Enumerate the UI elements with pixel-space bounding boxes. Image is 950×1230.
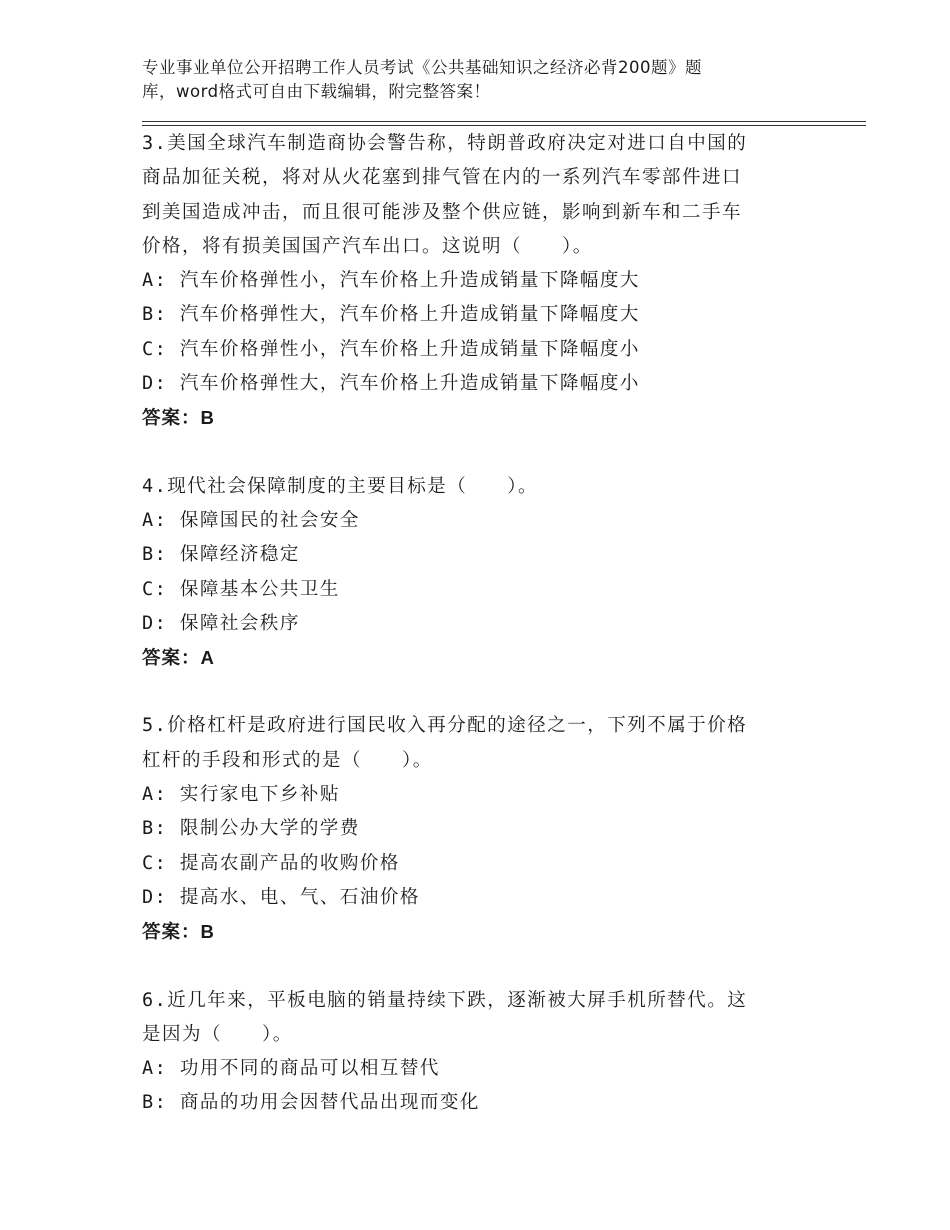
option-c: C: 提高农副产品的收购价格 xyxy=(142,852,400,874)
header-title-line-1: 专业事业单位公开招聘工作人员考试《公共基础知识之经济必背200题》题 xyxy=(142,58,702,77)
question-stem-line: 6.近几年来，平板电脑的销量持续下跌，逐渐被大屏手机所替代。这 xyxy=(142,989,748,1011)
option-b: B: 汽车价格弹性大，汽车价格上升造成销量下降幅度大 xyxy=(142,304,640,326)
answer-label: 答案：B xyxy=(142,921,215,943)
question-stem-line: 5.价格杠杆是政府进行国民收入再分配的途径之一，下列不属于价格 xyxy=(142,715,748,737)
option-b: B: 商品的功用会因替代品出现而变化 xyxy=(142,1092,480,1114)
header-title-line-2: 库，word格式可自由下载编辑，附完整答案！ xyxy=(142,82,491,101)
spacer xyxy=(142,950,802,984)
question-stem-line: 是因为（ ）。 xyxy=(142,1023,293,1045)
option-c: C: 保障基本公共卫生 xyxy=(142,578,340,600)
question-stem-line: 3.美国全球汽车制造商协会警告称，特朗普政府决定对进口自中国的 xyxy=(142,133,748,154)
option-c: C: 汽车价格弹性小，汽车价格上升造成销量下降幅度小 xyxy=(142,338,640,360)
question-6 xyxy=(142,984,802,1121)
question-list xyxy=(142,127,802,1121)
option-a: A: 保障国民的社会安全 xyxy=(142,509,360,531)
option-a: A: 实行家电下乡补贴 xyxy=(142,784,340,806)
question-stem-line: 商品加征关税，将对从火花塞到排气管在内的一系列汽车零部件进口 xyxy=(142,167,743,189)
question-stem-line: 价格，将有损美国国产汽车出口。这说明（ ）。 xyxy=(142,235,593,257)
header-divider-top xyxy=(142,121,866,122)
option-a: A: 功用不同的商品可以相互替代 xyxy=(142,1058,440,1080)
question-stem-line: 到美国造成冲击，而且很可能涉及整个供应链，影响到新车和二手车 xyxy=(142,201,743,223)
question-stem-line: 杠杆的手段和形式的是（ ）。 xyxy=(142,749,433,771)
document-header xyxy=(142,56,782,104)
question-4 xyxy=(142,470,802,676)
answer-label: 答案：B xyxy=(142,407,215,429)
question-5 xyxy=(142,709,802,949)
option-d: D: 提高水、电、气、石油价格 xyxy=(142,886,420,908)
option-a: A: 汽车价格弹性小，汽车价格上升造成销量下降幅度大 xyxy=(142,270,640,292)
question-stem-line: 4.现代社会保障制度的主要目标是（ ）。 xyxy=(142,475,539,497)
question-3 xyxy=(142,127,802,436)
option-b: B: 限制公办大学的学费 xyxy=(142,818,360,840)
option-d: D: 汽车价格弹性大，汽车价格上升造成销量下降幅度小 xyxy=(142,373,640,395)
answer-label: 答案：A xyxy=(142,647,215,669)
spacer xyxy=(142,436,802,470)
spacer xyxy=(142,675,802,709)
header-divider-bottom xyxy=(142,125,866,126)
option-d: D: 保障社会秩序 xyxy=(142,612,300,634)
option-b: B: 保障经济稳定 xyxy=(142,544,300,566)
